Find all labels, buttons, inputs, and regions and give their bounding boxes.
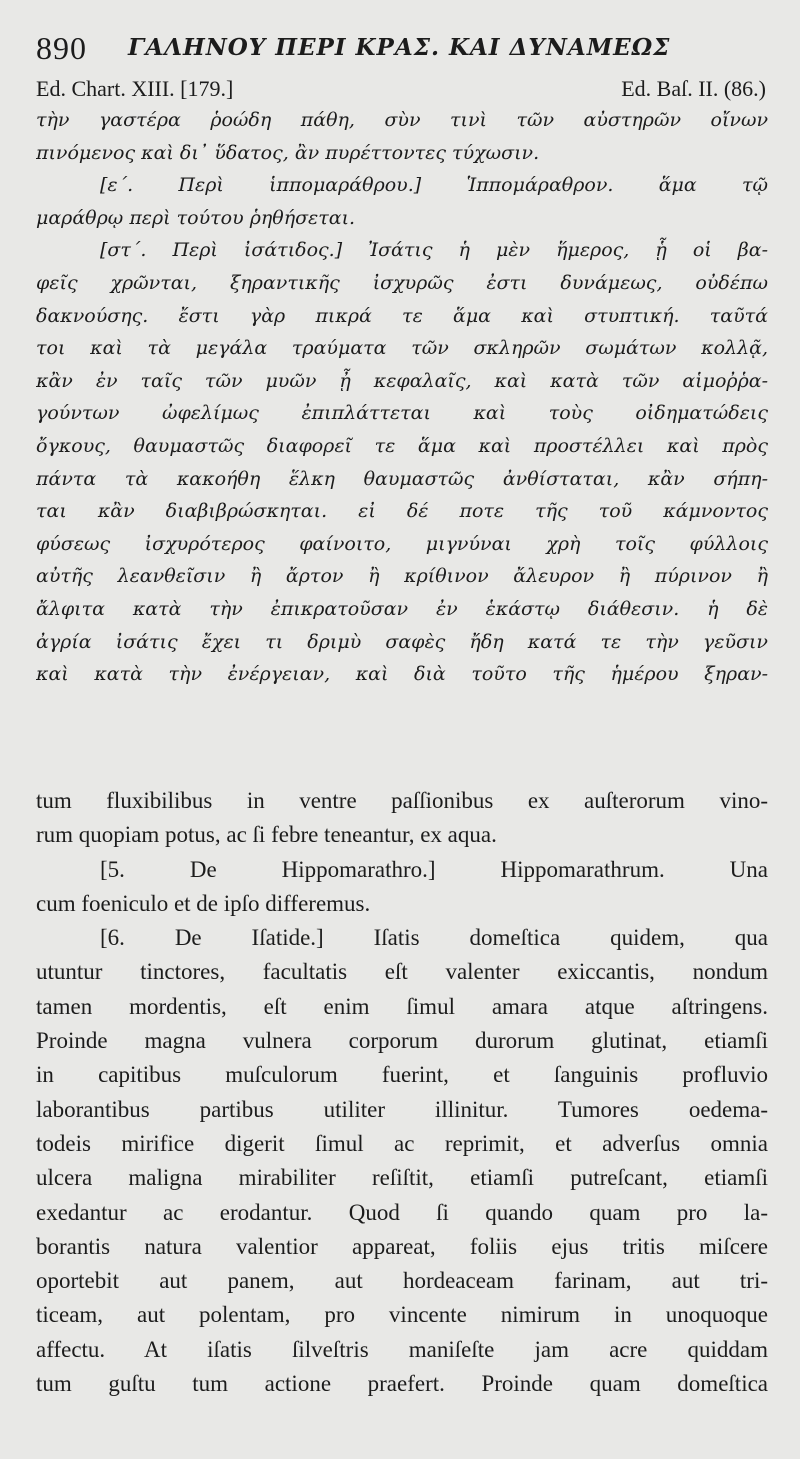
latin-line: borantis natura valentior appareat, foliis ejus tritis miſcere xyxy=(36,1233,768,1259)
latin-text-block xyxy=(36,784,768,1401)
greek-line: [ε΄. Περὶ ἱππομαράθρου.] Ἱππομάραθρον. ἅμα τῷ xyxy=(100,174,768,197)
latin-line: in capitibus muſculorum fuerint, et ſanguinis profluvio xyxy=(36,1062,768,1088)
latin-line: tum fluxibilibus in ventre paſſionibus ex auſterorum vino- xyxy=(36,788,768,813)
greek-line: ἄλφιτα κατὰ τὴν ἐπικρατοῦσαν ἐν ἑκάστῳ διάθεσιν. ἡ δὲ xyxy=(36,597,768,620)
page-number: 890 xyxy=(36,30,87,66)
latin-line: affectu. At iſatis ſilveſtris maniſeſte jam acre quiddam xyxy=(36,1336,768,1362)
greek-line: ἀγρία ἰσάτις ἔχει τι δριμὺ σαφὲς ἤδη κατά τε τὴν γεῦσιν xyxy=(36,630,768,653)
greek-line: τοι καὶ τὰ μεγάλα τραύματα τῶν σκληρῶν σωμάτων κολλᾷ, xyxy=(36,337,768,360)
greek-line: φεῖς χρῶνται, ξηραντικῆς ἰσχυρῶς ἐστι δυνάμεως, οὐδέπω xyxy=(36,271,768,294)
greek-line: [στ΄. Περὶ ἰσάτιδος.] Ἰσάτις ἡ μὲν ἥμερος, ᾗ οἱ βα- xyxy=(100,239,768,262)
greek-line: γούντων ὠφελίμως ἐπιπλάττεται καὶ τοὺς οἰδηματώδεις xyxy=(36,402,768,425)
greek-line: ται κἂν διαβιβρώσκηται. εἰ δέ ποτε τῆς τοῦ κάμνοντος xyxy=(36,500,768,523)
latin-line: exedantur ac erodantur. Quod ſi quando quam pro la- xyxy=(36,1199,768,1225)
greek-line: πάντα τὰ κακοήθη ἕλκη θαυμαστῶς ἀνθίσταται, κἂν σήπη- xyxy=(36,467,768,490)
latin-line: laborantibus partibus utiliter illinitur. Tumores oedema- xyxy=(36,1096,768,1122)
latin-line: tamen mordentis, eſt enim ſimul amara atque aſtringens. xyxy=(36,993,768,1019)
greek-line: φύσεως ἰσχυρότερος φαίνοιτο, μιγνύναι χρὴ τοῖς φύλλοις xyxy=(36,532,768,555)
edition-chartier: Ed. Chart. XIII. [179.] xyxy=(36,76,234,101)
latin-line: oportebit aut panem, aut hordeaceam farinam, aut tri- xyxy=(36,1268,768,1294)
greek-line: μαράθρῳ περὶ τούτου ῥηθήσεται. xyxy=(36,206,356,229)
greek-line: ὄγκους, θαυμαστῶς διαφορεῖ τε ἅμα καὶ προστέλλει καὶ πρὸς xyxy=(36,434,768,457)
greek-line: κἂν ἐν ταῖς τῶν μυῶν ᾖ κεφαλαῖς, καὶ κατὰ τῶν αἱμοῤῥα- xyxy=(36,369,768,392)
page-header xyxy=(36,30,766,70)
latin-line: [5. De Hippomarathro.] Hippomarathrum. Una xyxy=(100,856,768,882)
latin-line: ulcera maligna mirabiliter reſiſtit, etiamſi putreſcant, etiamſi xyxy=(36,1165,768,1191)
greek-text-block xyxy=(36,104,768,691)
latin-line: cum foeniculo et de ipſo differemus. xyxy=(36,890,371,916)
running-title: ΓΑΛΗΝΟΥ ΠΕΡΙ ΚΡΑΣ. ΚΑΙ ΔΥΝΑΜΕΩΣ xyxy=(128,34,671,61)
latin-line: utuntur tinctores, facultatis eſt valenter exiccantis, nondum xyxy=(36,959,768,985)
latin-line: tum guſtu tum actione praefert. Proinde quam domeſtica xyxy=(36,1371,768,1397)
edition-line xyxy=(36,76,766,106)
latin-line: [6. De Iſatide.] Iſatis domeſtica quidem, qua xyxy=(100,925,768,951)
greek-line: δακνούσης. ἔστι γὰρ πικρά τε ἅμα καὶ στυπτική. ταῦτά xyxy=(36,304,768,327)
greek-line: αὐτῆς λεανθεῖσιν ἢ ἄρτον ἢ κρίθινον ἄλευρον ἢ πύρινον ἢ xyxy=(36,565,768,588)
latin-line: Proinde magna vulnera corporum durorum glutinat, etiamſi xyxy=(36,1028,768,1054)
greek-line: πινόμενος καὶ δι᾽ ὕδατος, ἂν πυρέττοντες τύχωσιν. xyxy=(36,141,540,164)
edition-basel: Ed. Baſ. II. (86.) xyxy=(621,76,766,101)
latin-line: ticeam, aut polentam, pro vincente nimirum in unoquoque xyxy=(36,1302,768,1328)
latin-line: todeis mirifice digerit ſimul ac reprimit, et adverſus omnia xyxy=(36,1130,768,1156)
greek-line: τὴν γαστέρα ῥοώδη πάθη, σὺν τινὶ τῶν αὐστηρῶν οἴνων xyxy=(36,109,768,131)
greek-line: καὶ κατὰ τὴν ἐνέργειαν, καὶ διὰ τοῦτο τῆς ἡμέρου ξηραν- xyxy=(36,663,768,686)
latin-line: rum quopiam potus, ac ſi febre teneantur, ex aqua. xyxy=(36,822,497,848)
